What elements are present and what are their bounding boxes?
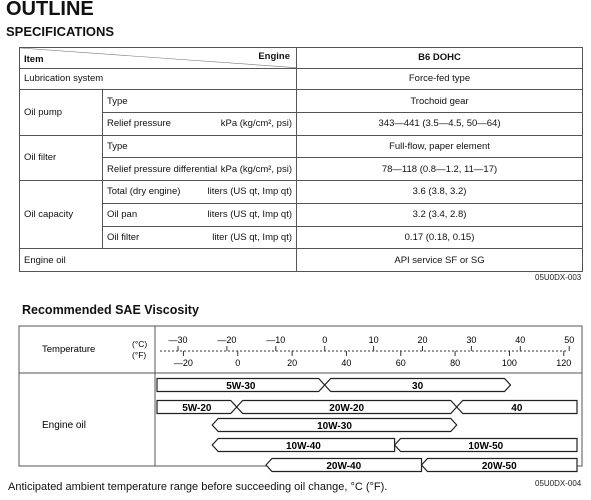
page-title: OUTLINE — [6, 0, 94, 20]
fahrenheit-tick-label: 0 — [235, 358, 241, 368]
row-group: Oil filter — [20, 135, 103, 180]
celsius-tick-label: —30 — [168, 335, 188, 345]
engine-oil-label: Engine oil — [42, 420, 86, 431]
row-value: 0.17 (0.18, 0.15) — [297, 226, 583, 249]
viscosity-band-label: 5W-20 — [182, 403, 212, 414]
row-unit: liters (US qt, Imp qt) — [207, 209, 292, 221]
row-unit: liters (US qt, Imp qt) — [207, 186, 292, 198]
row-value: 3.6 (3.8, 3.2) — [297, 181, 583, 204]
celsius-tick-label: 10 — [368, 335, 379, 345]
unit-celsius: (°C) — [132, 339, 148, 349]
unit-fahrenheit: (°F) — [132, 350, 147, 360]
row-value: 78—118 (0.8—1.2, 11—17) — [297, 158, 583, 181]
viscosity-band-label: 10W-40 — [286, 441, 321, 452]
header-engine: Engine — [258, 51, 290, 62]
row-value: API service SF or SG — [297, 249, 583, 272]
celsius-tick-label: 40 — [515, 335, 526, 345]
row-label: Relief pressure differential — [107, 163, 218, 175]
celsius-tick-label: 20 — [417, 335, 428, 345]
viscosity-band-label: 40 — [511, 403, 523, 414]
celsius-tick-label: 0 — [322, 335, 328, 345]
viscosity-band-label: 20W-20 — [329, 403, 365, 414]
row-group: Lubrication system — [20, 68, 297, 90]
row-group: Oil pump — [20, 90, 103, 135]
temperature-label: Temperature — [42, 344, 96, 355]
celsius-tick-label: 50 — [564, 335, 575, 345]
row-label: Relief pressure — [107, 118, 171, 130]
row-unit: kPa (kg/cm², psi) — [220, 163, 292, 175]
chart-caption: Anticipated ambient temperature range before succeeding oil change, °C (°F). — [8, 481, 388, 493]
row-unit: kPa (kg/cm², psi) — [220, 118, 292, 130]
fahrenheit-tick-label: 100 — [501, 358, 517, 368]
row-value: 343—441 (3.5—4.5, 50—64) — [297, 113, 583, 136]
row-label: Type — [103, 135, 297, 158]
row-value: 3.2 (3.4, 2.8) — [297, 203, 583, 226]
viscosity-bands — [157, 379, 577, 473]
row-value: Trochoid gear — [297, 90, 583, 113]
viscosity-band-label: 10W-50 — [468, 441, 504, 452]
viscosity-band-label: 20W-50 — [481, 461, 517, 472]
row-label: Oil filter — [107, 231, 140, 243]
fahrenheit-tick-label: 40 — [341, 358, 352, 368]
viscosity-band-label: 10W-30 — [317, 421, 352, 432]
fahrenheit-tick-label: 80 — [450, 358, 461, 368]
row-group: Oil capacity — [20, 181, 103, 249]
figure-code-2: 05U0DX-004 — [535, 479, 582, 488]
celsius-tick-label: —10 — [266, 335, 286, 345]
specifications-heading: SPECIFICATIONS — [6, 24, 115, 39]
figure-code-1: 05U0DX-003 — [535, 273, 582, 282]
fahrenheit-tick-label: —20 — [173, 358, 193, 368]
viscosity-band-label: 5W-30 — [226, 381, 256, 392]
header-item: Item — [24, 53, 44, 65]
row-group: Engine oil — [20, 249, 297, 272]
fahrenheit-tick-label: 120 — [556, 358, 572, 368]
celsius-tick-label: —20 — [217, 335, 237, 345]
row-value: Full-flow, paper element — [297, 135, 583, 158]
row-label: Oil pan — [107, 209, 138, 221]
fahrenheit-tick-label: 60 — [395, 358, 406, 368]
fahrenheit-tick-label: 20 — [287, 358, 298, 368]
viscosity-heading: Recommended SAE Viscosity — [22, 303, 199, 317]
celsius-tick-label: 30 — [466, 335, 477, 345]
row-unit: liter (US qt, Imp qt) — [212, 231, 292, 243]
viscosity-band-label: 30 — [412, 381, 424, 392]
viscosity-band-label: 20W-40 — [326, 461, 362, 472]
header-model: B6 DOHC — [297, 48, 583, 69]
row-value: Force-fed type — [297, 68, 583, 90]
row-label: Total (dry engine) — [107, 186, 181, 198]
row-label: Type — [103, 90, 297, 113]
